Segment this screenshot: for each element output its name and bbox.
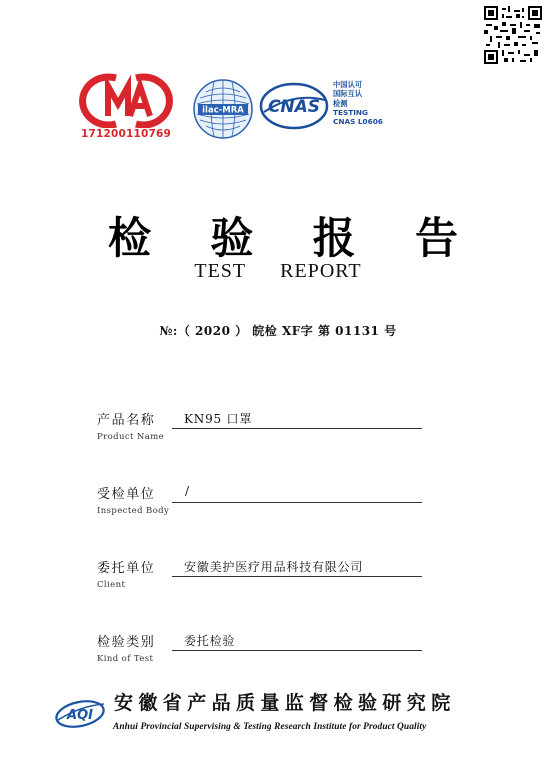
title-char: 检 <box>108 214 151 264</box>
cnas-line: 检测 <box>333 98 348 108</box>
field-inspected-body <box>97 483 427 523</box>
field-value: / <box>185 484 190 498</box>
field-underline <box>172 576 422 577</box>
title-char: 告 <box>414 214 458 264</box>
aqi-text: AQI <box>67 708 93 723</box>
field-label-cn: 检验类别 <box>97 635 156 650</box>
title-char: 验 <box>210 214 254 264</box>
qr-code-icon <box>484 6 542 64</box>
title-word: TEST <box>194 260 247 282</box>
cnas-caption <box>333 80 403 126</box>
report-title-en <box>0 260 556 283</box>
title-char: 报 <box>312 214 356 264</box>
cnas-logo <box>259 82 329 130</box>
ilac-mra-logo <box>192 78 254 140</box>
field-product-name <box>97 409 427 449</box>
institute-name-en: Anhui Provincial Supervising & Testing Research Institute for Product Quality <box>113 722 427 732</box>
title-word: REPORT <box>280 260 362 282</box>
field-value: KN95 口罩 <box>184 412 253 426</box>
field-label-en: Product Name <box>97 432 165 442</box>
cma-number: 171200110769 <box>80 128 172 140</box>
field-underline <box>172 502 422 503</box>
cnas-line: TESTING <box>333 107 369 117</box>
aqi-logo <box>54 696 106 732</box>
cnas-line: 中国认可 <box>333 80 363 89</box>
field-label-en: Kind of Test <box>97 654 154 664</box>
ilac-text: ilac-MRA <box>202 105 244 116</box>
field-underline <box>172 650 422 651</box>
cnas-line: CNAS L0606 <box>333 117 383 127</box>
cma-logo <box>78 72 174 142</box>
field-kind-of-test <box>97 631 427 671</box>
report-title-cn <box>108 205 458 266</box>
field-client <box>97 557 427 597</box>
report-number: №:（ 2020 ） 皖检 XF字 第 01131 号 <box>159 324 397 338</box>
cnas-line: 国际互认 <box>333 89 363 99</box>
field-label-en: Client <box>97 580 126 590</box>
field-label-cn: 委托单位 <box>97 561 156 576</box>
field-label-en: Inspected Body <box>97 506 170 516</box>
field-value: 委托检验 <box>184 634 236 648</box>
cnas-text: CNAS <box>267 97 321 117</box>
field-label-cn: 受检单位 <box>97 487 156 502</box>
institute-name-cn: 安徽省产品质量监督检验研究院 <box>114 692 456 714</box>
field-value: 安徽美护医疗用品科技有限公司 <box>184 560 364 574</box>
field-label-cn: 产品名称 <box>97 413 156 428</box>
field-underline <box>172 428 422 429</box>
